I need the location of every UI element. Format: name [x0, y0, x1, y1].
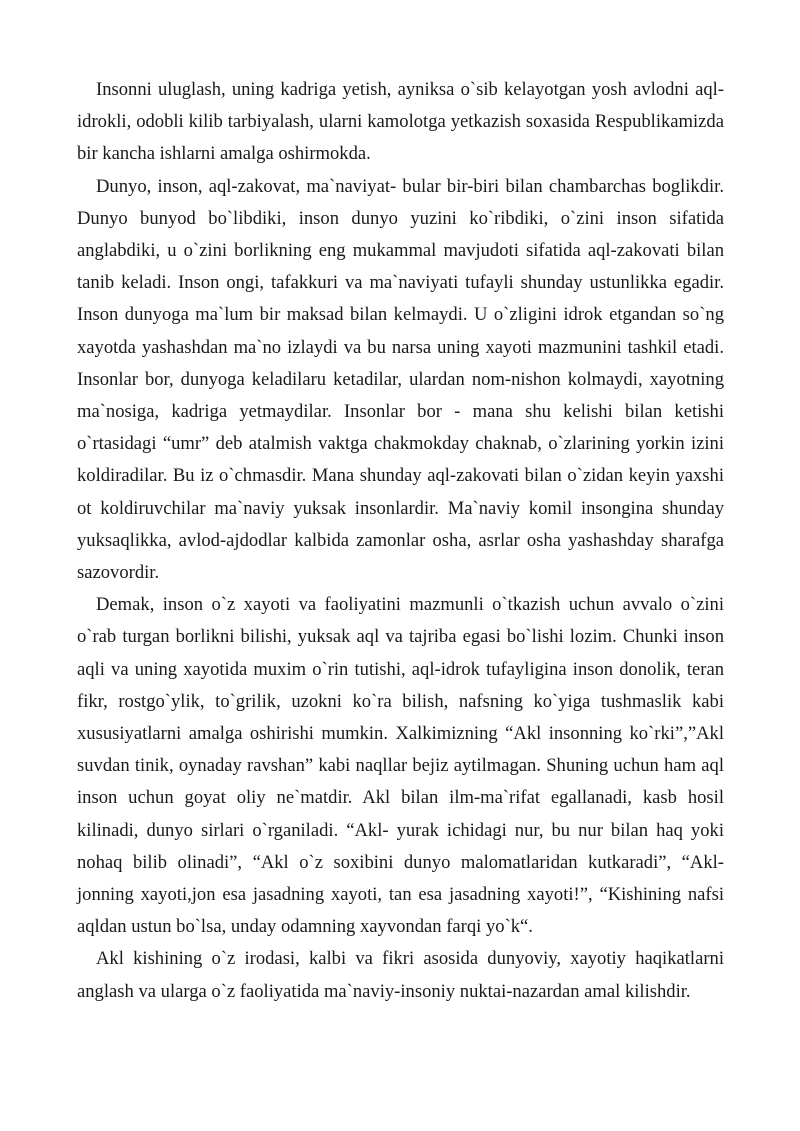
paragraph-2: Dunyo, inson, aql-zakovat, ma`naviyat- bular bir-biri bilan chambarchas boglikdir. Dunyo bunyod bo`libdiki, inson dunyo yuzini ko`ribdiki, o`zini inson sifatida anglabdiki, u o`zini borlikning eng mukammal mavjudoti sifatida aql-zakovati bilan tanib keladi. Inson ongi, tafakkuri va ma`naviyati tufayli shunday ustunlikka egadir. Inson dunyoga ma`lum bir maksad bilan kelmaydi. U o`zligini idrok etgandan so`ng xayotda yashashdan ma`no izlaydi va bu narsa uning xayoti mazmunini tashkil etadi. Insonlar bor, dunyoga keladilaru ketadilar, ulardan nom-nishon kolmaydi, xayotning ma`nosiga, kadriga yetmaydilar. Insonlar bor - mana shu kelishi bilan ketishi o`rtasidagi “umr” deb atalmish vaktga chakmokday chaknab, o`zlarining yorkin izini koldiradilar. Bu iz o`chmasdir. Mana shunday aql-zakovati bilan o`zidan keyin yaxshi ot koldiruvchilar ma`naviy yuksak insonlardir. Ma`naviy komil insongina shunday yuksaqlikka, avlod-ajdodlar kalbida zamonlar osha, asrlar osha yashashday sharafga sazovordir. [77, 175, 724, 584]
paragraph-4: Akl kishining o`z irodasi, kalbi va fikri asosida dunyoviy, xayotiy haqikatlarni anglash va ularga o`z faoliyatida ma`naviy-insoniy nuktai-nazardan amal kilishdir. [77, 948, 724, 1002]
paragraph-3: Demak, inson o`z xayoti va faoliyatini mazmunli o`tkazish uchun avvalo o`zini o`rab turgan borlikni bilishi, yuksak aql va tajriba egasi bo`lishi lozim. Chunki inson aqli va uning xayotida muxim o`rin tutishi, aql-idrok tufayligina inson donolik, teran fikr, rostgo`ylik, to`grilik, uzokni ko`ra bilish, nafsning ko`yiga tushmaslik kabi xususiyatlarni amalga oshirishi mumkin. Xalkimizning “Akl insonning ko`rki”,”Akl suvdan tinik, oynaday ravshan” kabi naqllar bejiz aytilmagan. Shuning uchun ham aql inson uchun goyat oliy ne`matdir. Akl bilan ilm-ma`rifat egallanadi, kasb hosil kilinadi, dunyo sirlari o`rganiladi. “Akl- yurak ichidagi nur, bu nur bilan haq yoki nohaq bilib olinadi”, “Akl o`z soxibini dunyo malomatlaridan kutkaradi”, “Akl-jonning xayoti,jon esa jasadning xayoti, tan esa jasadning xayoti!”, “Kishining nafsi aqldan ustun bo`lsa, unday odamning xayvondan farqi yo`k“. [77, 594, 724, 938]
document-body [77, 74, 724, 1008]
paragraph-1: Insonni uluglash, uning kadriga yetish, ayniksa o`sib kelayotgan yosh avlodni aql-idrokli, odobli kilib tarbiyalash, ularni kamolotga yetkazish soxasida Respublikamizda bir kancha ishlarni amalga oshirmokda. [77, 79, 724, 165]
